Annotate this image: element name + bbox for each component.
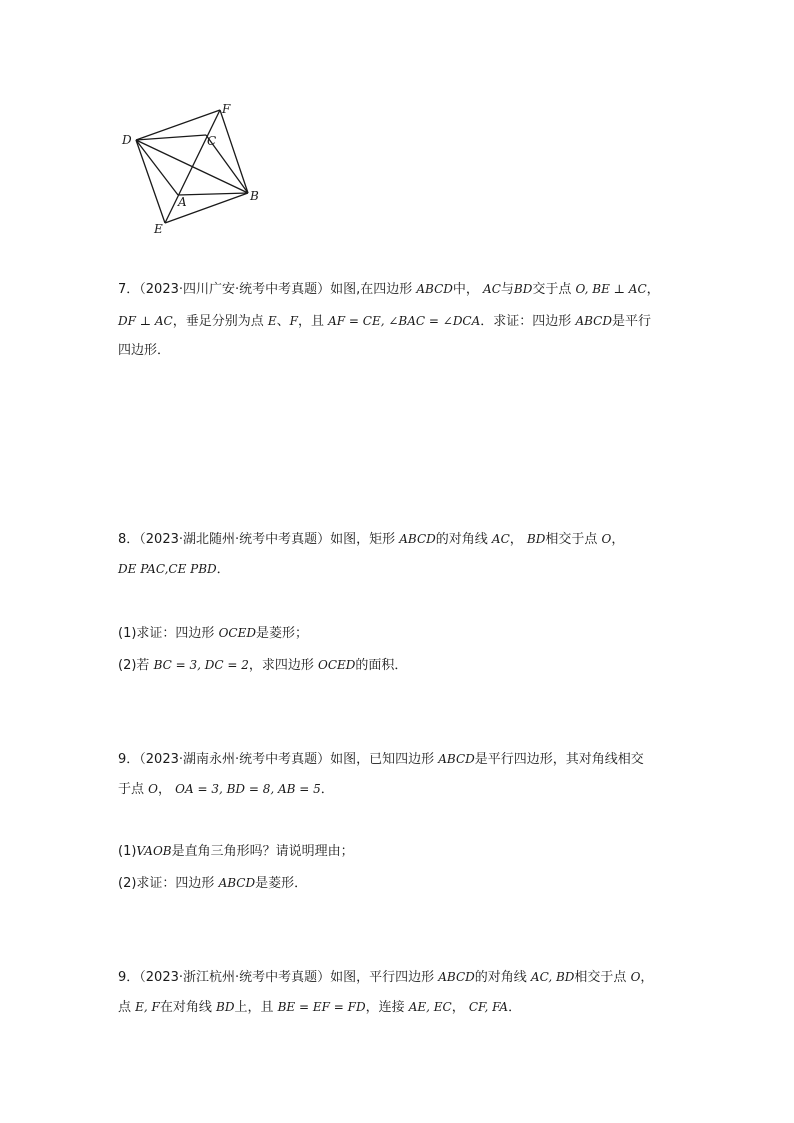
segment-ed: [136, 140, 165, 223]
math: F: [289, 314, 298, 328]
text: ，: [509, 532, 527, 547]
math: BE = EF = FD: [277, 1000, 366, 1014]
math: BC = 3, DC = 2: [153, 658, 249, 672]
text: 点: [118, 1000, 136, 1015]
text: ，垂足分别为点: [172, 314, 268, 329]
q9a-line-2: [118, 780, 334, 799]
text: ，: [611, 532, 625, 547]
q9b-line-1: [118, 968, 653, 987]
text: 交于点: [532, 282, 576, 297]
q9a-part-2: [118, 874, 307, 893]
math: OCED: [318, 658, 356, 672]
text: 是菱形；: [255, 626, 308, 641]
geometry-figure: [110, 96, 280, 242]
math: OA = 3, BD = 8, AB = 5: [175, 782, 321, 796]
math: O: [148, 782, 158, 796]
text: ，: [157, 782, 176, 797]
math: CF, FA: [468, 1000, 509, 1014]
text: 是平行: [611, 314, 651, 329]
text: (2)若: [118, 658, 154, 673]
math: AE, EC: [408, 1000, 452, 1014]
math: AC: [491, 532, 510, 546]
q8-line-2: [118, 560, 230, 579]
math: ABCD: [575, 314, 612, 328]
math: AF = CE, ∠BAC = ∠DCA: [328, 314, 481, 328]
text: (1)求证：四边形: [118, 626, 219, 641]
text: ．求证：四边形: [480, 314, 576, 329]
math: DE PAC,CE PBD: [118, 562, 217, 576]
math: O, BE ⊥ AC: [575, 282, 647, 296]
text: ，求四边形: [248, 658, 318, 673]
figure-svg: [110, 96, 280, 242]
math: O: [601, 532, 612, 546]
text: 相交于点: [545, 532, 602, 547]
text: (2)求证：四边形: [118, 876, 219, 891]
q7-line-3: [118, 342, 170, 360]
math: ABCD: [218, 876, 256, 890]
text: 上，且: [234, 1000, 278, 1015]
label-f: F: [222, 102, 231, 116]
math: ABCD: [438, 970, 475, 984]
math: E, F: [135, 1000, 160, 1014]
text: 的对角线: [474, 970, 531, 985]
q9a-part-1: [118, 842, 354, 861]
figure-lines: [136, 110, 248, 223]
text: 于点: [118, 782, 149, 797]
math: BD: [216, 1000, 235, 1014]
text: ，: [640, 970, 654, 985]
q9b-line-2: [118, 998, 521, 1017]
q9a-line-1: [118, 750, 644, 769]
text: 相交于点: [574, 970, 631, 985]
math: E: [267, 314, 277, 328]
text: ，: [451, 1000, 469, 1015]
text: 7．（2023·四川广安·统考中考真题）如图,在四边形: [118, 282, 417, 297]
math: ABCD: [399, 532, 436, 546]
math: AC, BD: [530, 970, 575, 984]
label-b: B: [250, 189, 259, 203]
text: ，: [646, 282, 660, 297]
label-e: E: [154, 222, 163, 236]
text: 与: [500, 282, 514, 297]
q8-part-2: [118, 656, 407, 675]
q7-line-1: [118, 280, 660, 299]
label-a: A: [178, 195, 187, 209]
text: 、: [276, 314, 290, 329]
text: ，且: [297, 314, 329, 329]
text: (1): [118, 844, 137, 859]
segment-ad: [136, 140, 178, 195]
math: ABCD: [438, 752, 475, 766]
text: 的面积．: [355, 658, 408, 673]
math: VAOB: [136, 844, 172, 858]
text: 是菱形．: [255, 876, 308, 891]
text: ，连接: [365, 1000, 409, 1015]
q7-line-2: [118, 312, 651, 331]
text: 中，: [452, 282, 484, 297]
q8-line-1: [118, 530, 624, 549]
text: 8．（2023·湖北随州·统考中考真题）如图，矩形: [118, 532, 400, 547]
text: 是平行四边形，其对角线相交: [474, 752, 644, 767]
math: AC: [483, 282, 501, 296]
label-c: C: [207, 134, 217, 148]
text: ．: [320, 782, 334, 797]
text: 9．（2023·浙江杭州·统考中考真题）如图，平行四边形: [118, 970, 439, 985]
label-d: D: [122, 133, 132, 147]
math: BD: [526, 532, 546, 546]
text: 在对角线: [159, 1000, 216, 1015]
text: ．: [508, 1000, 522, 1015]
math: ABCD: [416, 282, 453, 296]
math: O: [630, 970, 641, 984]
text: 四边形．: [118, 343, 171, 358]
q8-part-1: [118, 624, 308, 643]
text: 是直角三角形吗？请说明理由；: [171, 844, 354, 859]
text: 的对角线: [435, 532, 492, 547]
math: BD: [513, 282, 533, 296]
text: 9．（2023·湖南永州·统考中考真题）如图，已知四边形: [118, 752, 439, 767]
math: OCED: [218, 626, 256, 640]
math: DF ⊥ AC: [118, 314, 173, 328]
segment-ba: [178, 193, 248, 195]
segment-fb: [220, 110, 248, 193]
text: ．: [216, 562, 230, 577]
